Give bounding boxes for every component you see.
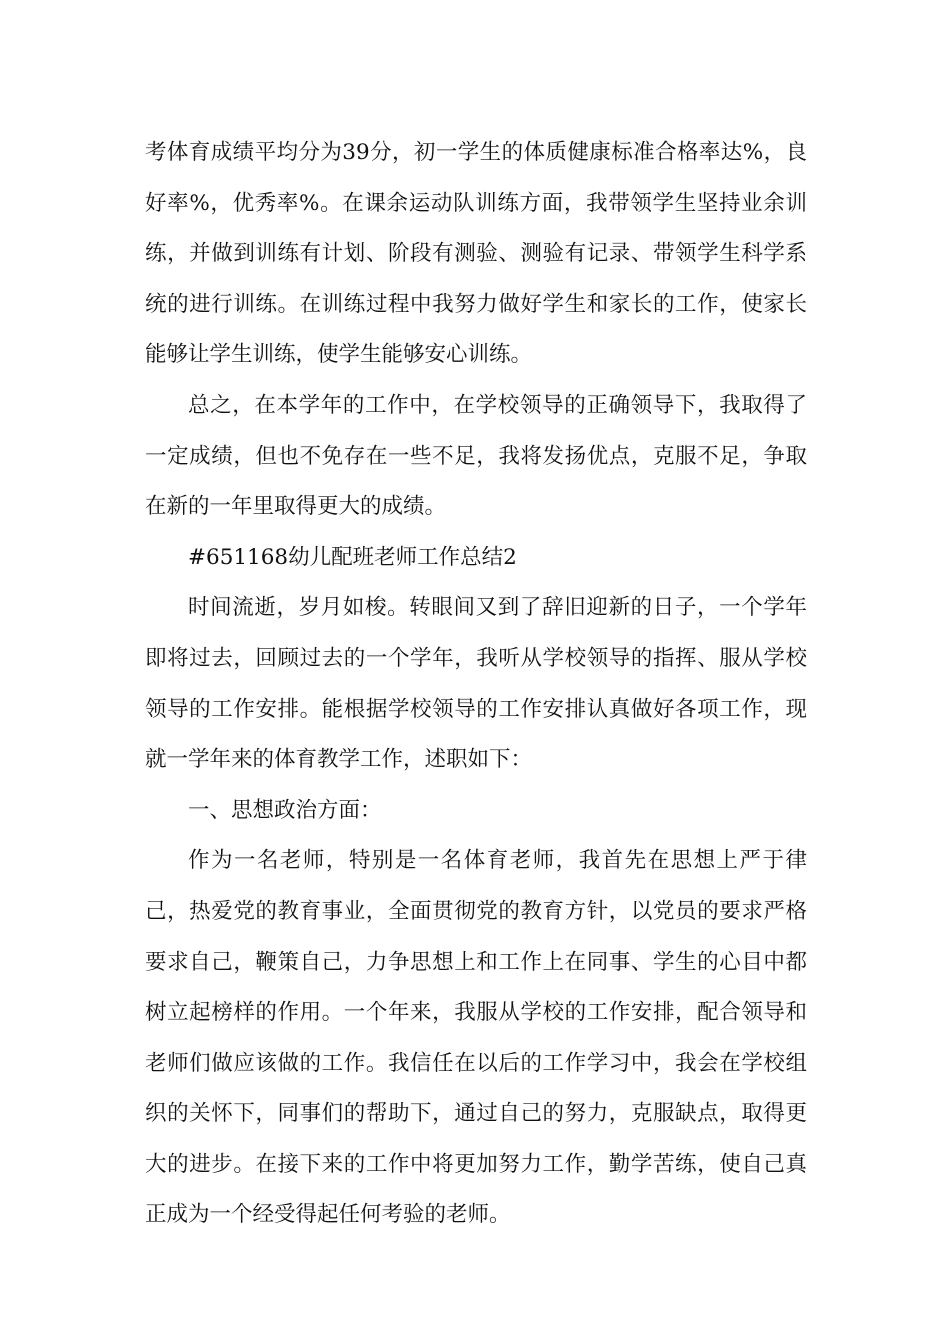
document-page (145, 128, 807, 1241)
section-title: #651168幼儿配班老师工作总结2 (188, 544, 517, 570)
section-heading-politics: 一、思想政治方面： (188, 797, 382, 823)
paragraph-intro: 时间流逝，岁月如梭。转眼间又到了辞旧迎新的日子，一个学年即将过去，回顾过去的一个学年，我听从学校领导的指挥、服从学校领导的工作安排。能根据学校领导的工作安排认真做好各项工作，现就一学年来的体育教学工作，述职如下： (145, 595, 807, 773)
paragraph-continuation: 考体育成绩平均分为39分，初一学生的体质健康标准合格率达%，良好率%，优秀率%。在课余运动队训练方面，我带领学生坚持业余训练，并做到训练有计划、阶段有测验、测验有记录、带领学生科学系统的进行训练。在训练过程中我努力做好学生和家长的工作，使家长能够让学生训练，使学生能够安心训练。 (145, 140, 807, 368)
paragraph-summary: 总之，在本学年的工作中，在学校领导的正确领导下，我取得了一定成绩，但也不免存在一些不足，我将发扬优点，克服不足，争取在新的一年里取得更大的成绩。 (145, 392, 807, 520)
paragraph-politics: 作为一名老师，特别是一名体育老师，我首先在思想上严于律己，热爱党的教育事业，全面贯彻党的教育方针，以党员的要求严格要求自己，鞭策自己，力争思想上和工作上在同事、学生的心目中都树立起榜样的作用。一个年来，我服从学校的工作安排，配合领导和老师们做应该做的工作。我信任在以后的工作学习中，我会在学校组织的关怀下，同事们的帮助下，通过自己的努力，克服缺点，取得更大的进步。在接下来的工作中将更加努力工作，勤学苦练，使自己真正成为一个经受得起任何考验的老师。 (145, 848, 807, 1228)
